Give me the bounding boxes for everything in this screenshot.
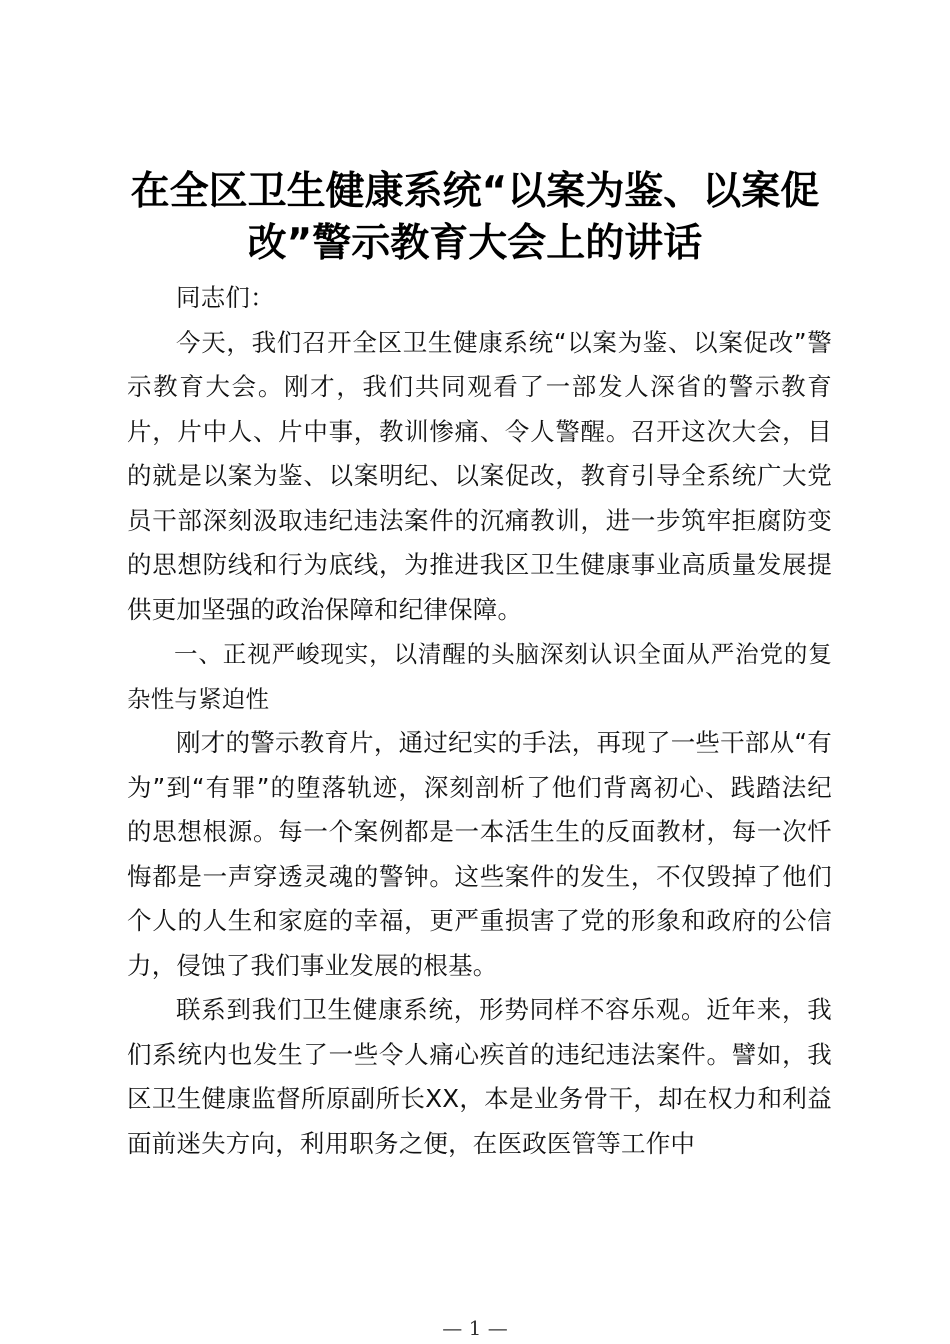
body-paragraph: 联系到我们卫生健康系统，形势同样不容乐观。近年来，我们系统内也发生了一些令人痛心疾首的违纪违法案件。譬如，我区卫生健康监督所原副所长XX，本是业务骨干，却在权力和利益面前迷失方向，利用职务之便，在医政医管等工作中 <box>127 995 832 1158</box>
document-title: 在全区卫生健康系统“以案为鉴、以案促改”警示教育大会上的讲话 <box>130 169 820 266</box>
salutation: 同志们： <box>176 283 275 312</box>
section-heading: 一、正视严峻现实，以清醒的头脑深刻认识全面从严治党的复杂性与紧迫性 <box>127 640 832 713</box>
body-paragraph: 刚才的警示教育片，通过纪实的手法，再现了一些干部从“有为”到“有罪”的堕落轨迹，深刻剖析了他们背离初心、践踏法纪的思想根源。每一个案例都是一本活生生的反面教材，每一次忏悔都是一声穿透灵魂的警钟。这些案件的发生，不仅毁掉了他们个人的人生和家庭的幸福，更严重损害了党的形象和政府的公信力，侵蚀了我们事业发展的根基。 <box>127 728 832 980</box>
document-body <box>127 276 832 1166</box>
page-number: — 1 — <box>442 1316 508 1340</box>
body-paragraph: 今天，我们召开全区卫生健康系统“以案为鉴、以案促改”警示教育大会。刚才，我们共同观看了一部发人深省的警示教育片，片中人、片中事，教训惨痛、令人警醒。召开这次大会，目的就是以案为鉴、以案明纪、以案促改，教育引导全系统广大党员干部深刻汲取违纪违法案件的沉痛教训，进一步筑牢拒腐防变的思想防线和行为底线，为推进我区卫生健康事业高质量发展提供更加坚强的政治保障和纪律保障。 <box>127 327 832 624</box>
